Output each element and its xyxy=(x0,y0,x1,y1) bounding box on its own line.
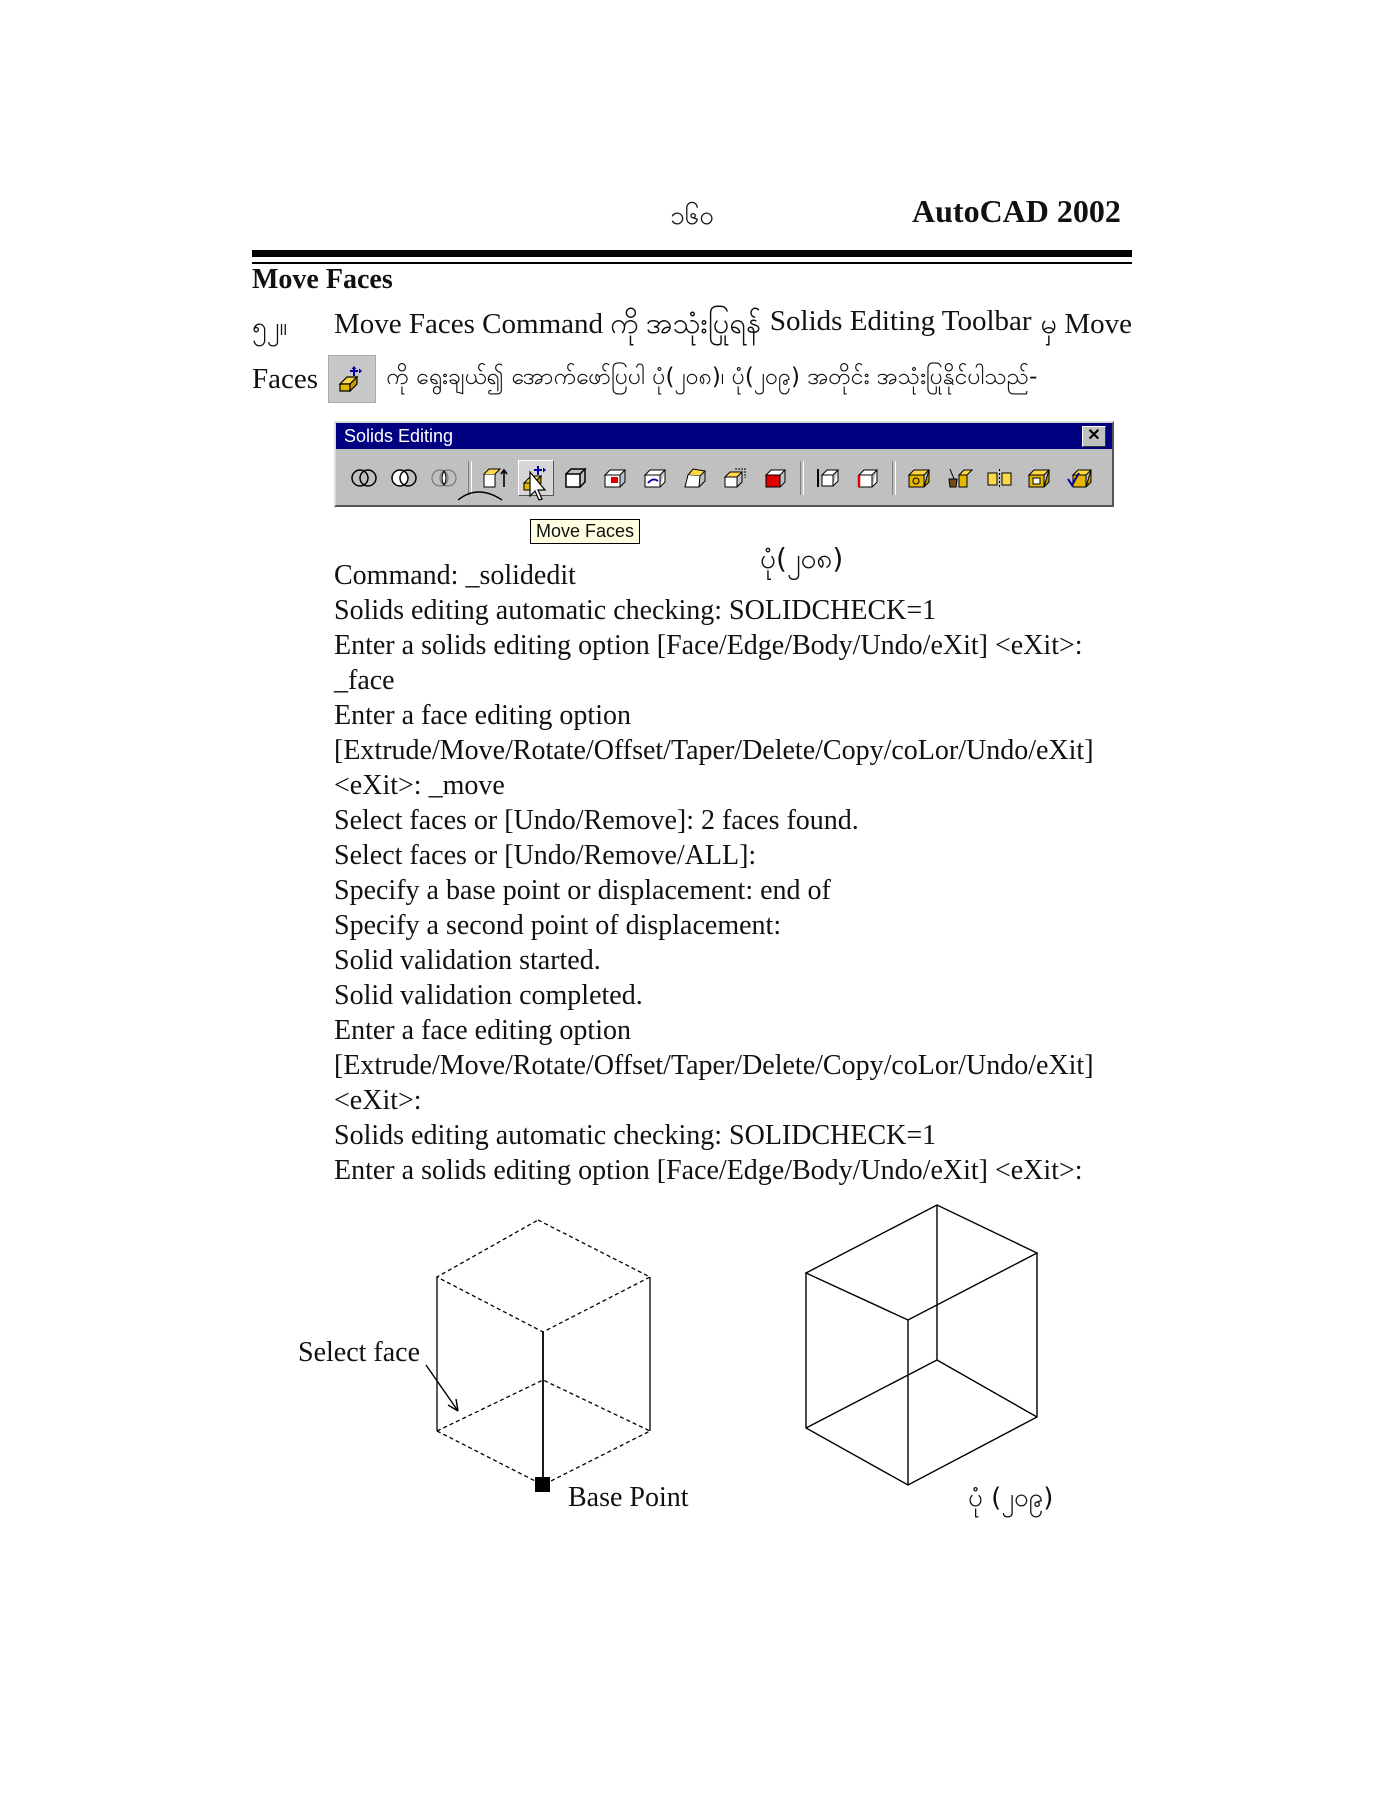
toolbar-title: Solids Editing xyxy=(336,423,1112,449)
check-icon[interactable] xyxy=(1062,460,1098,496)
copy-edges-icon[interactable] xyxy=(810,460,846,496)
figure-209-caption: ပုံ (၂၀၉) xyxy=(968,1483,1054,1513)
section-heading: Move Faces xyxy=(252,264,393,295)
union-icon[interactable] xyxy=(346,460,382,496)
subtract-icon[interactable] xyxy=(386,460,422,496)
command-line: _face xyxy=(334,665,395,696)
move-faces-icon xyxy=(328,355,376,403)
command-line: <eXit>: xyxy=(334,1085,422,1116)
command-line: Enter a face editing option xyxy=(334,700,631,731)
command-line: Solids editing automatic checking: SOLIDCHECK=1 xyxy=(334,595,937,626)
separate-icon[interactable] xyxy=(982,460,1018,496)
command-line: [Extrude/Move/Rotate/Offset/Taper/Delete/Copy/coLor/Undo/eXit] xyxy=(334,735,1094,766)
paragraph-line-1-part-1: Move Faces Command ကို အသုံးပြုရန် xyxy=(334,308,761,340)
base-point-label: Base Point xyxy=(568,1482,689,1513)
left-box-wireframe xyxy=(437,1220,650,1485)
taper-faces-icon[interactable] xyxy=(678,460,714,496)
paragraph-line-2-rest: ကို ရွေးချယ်၍ အောက်ဖော်ပြပါ ပုံ(၂၀၈)၊ ပုံ(၂၀၉) အတိုင်း အသုံးပြုနိုင်ပါသည်- xyxy=(386,364,1038,390)
paragraph-line-1-part-3: မှ Move xyxy=(1040,308,1132,340)
command-line: Select faces or [Undo/Remove]: 2 faces found. xyxy=(334,805,859,836)
clean-icon[interactable] xyxy=(942,460,978,496)
command-line: Command: _solidedit xyxy=(334,560,576,591)
base-point-marker xyxy=(535,1477,550,1492)
delete-faces-icon[interactable] xyxy=(598,460,634,496)
rotate-faces-icon[interactable] xyxy=(638,460,674,496)
tooltip: Move Faces xyxy=(530,519,640,544)
shell-icon[interactable] xyxy=(1022,460,1058,496)
paragraph-line-2 xyxy=(252,355,1132,403)
command-line: Solids editing automatic checking: SOLIDCHECK=1 xyxy=(334,1120,937,1151)
header-rule-thick xyxy=(252,250,1132,257)
paragraph-number: ၅၂။ xyxy=(252,312,288,342)
select-face-label: Select face xyxy=(298,1337,421,1368)
page-number: ၁၆၀ xyxy=(670,201,714,231)
paragraph-line-2-start: Faces xyxy=(252,362,319,395)
close-icon[interactable]: ✕ xyxy=(1082,426,1106,447)
paragraph-line-1 xyxy=(334,305,1132,348)
command-line: Enter a solids editing option [Face/Edge/Body/Undo/eXit] <eXit>: xyxy=(334,630,1083,661)
command-listing xyxy=(334,558,1134,1188)
solids-editing-toolbar xyxy=(334,421,1114,507)
toolbar-separator xyxy=(800,461,804,495)
select-face-arrow xyxy=(426,1365,458,1411)
toolbar-separator xyxy=(892,461,896,495)
color-faces-icon[interactable] xyxy=(758,460,794,496)
command-line: Select faces or [Undo/Remove/ALL]: xyxy=(334,840,757,871)
command-line: Solid validation completed. xyxy=(334,980,643,1011)
command-line: <eXit>: _move xyxy=(334,770,505,801)
paragraph-line-1-part-2: Solids Editing Toolbar xyxy=(769,305,1032,337)
command-line: Specify a base point or displacement: end of xyxy=(334,875,831,906)
copy-faces-icon[interactable] xyxy=(718,460,754,496)
offset-faces-icon[interactable] xyxy=(558,460,594,496)
color-edges-icon[interactable] xyxy=(850,460,886,496)
command-line: Solid validation started. xyxy=(334,945,601,976)
command-line: Enter a solids editing option [Face/Edge/Body/Undo/eXit] <eXit>: xyxy=(334,1155,1083,1186)
command-line: Specify a second point of displacement: xyxy=(334,910,782,941)
command-line: [Extrude/Move/Rotate/Offset/Taper/Delete/Copy/coLor/Undo/eXit] xyxy=(334,1050,1094,1081)
header-title: AutoCAD 2002 xyxy=(912,193,1121,229)
imprint-icon[interactable] xyxy=(902,460,938,496)
command-line: Enter a face editing option xyxy=(334,1015,631,1046)
figure-208-caption: ပုံ(၂၀၈) xyxy=(760,542,844,575)
right-box-wireframe xyxy=(806,1205,1037,1485)
